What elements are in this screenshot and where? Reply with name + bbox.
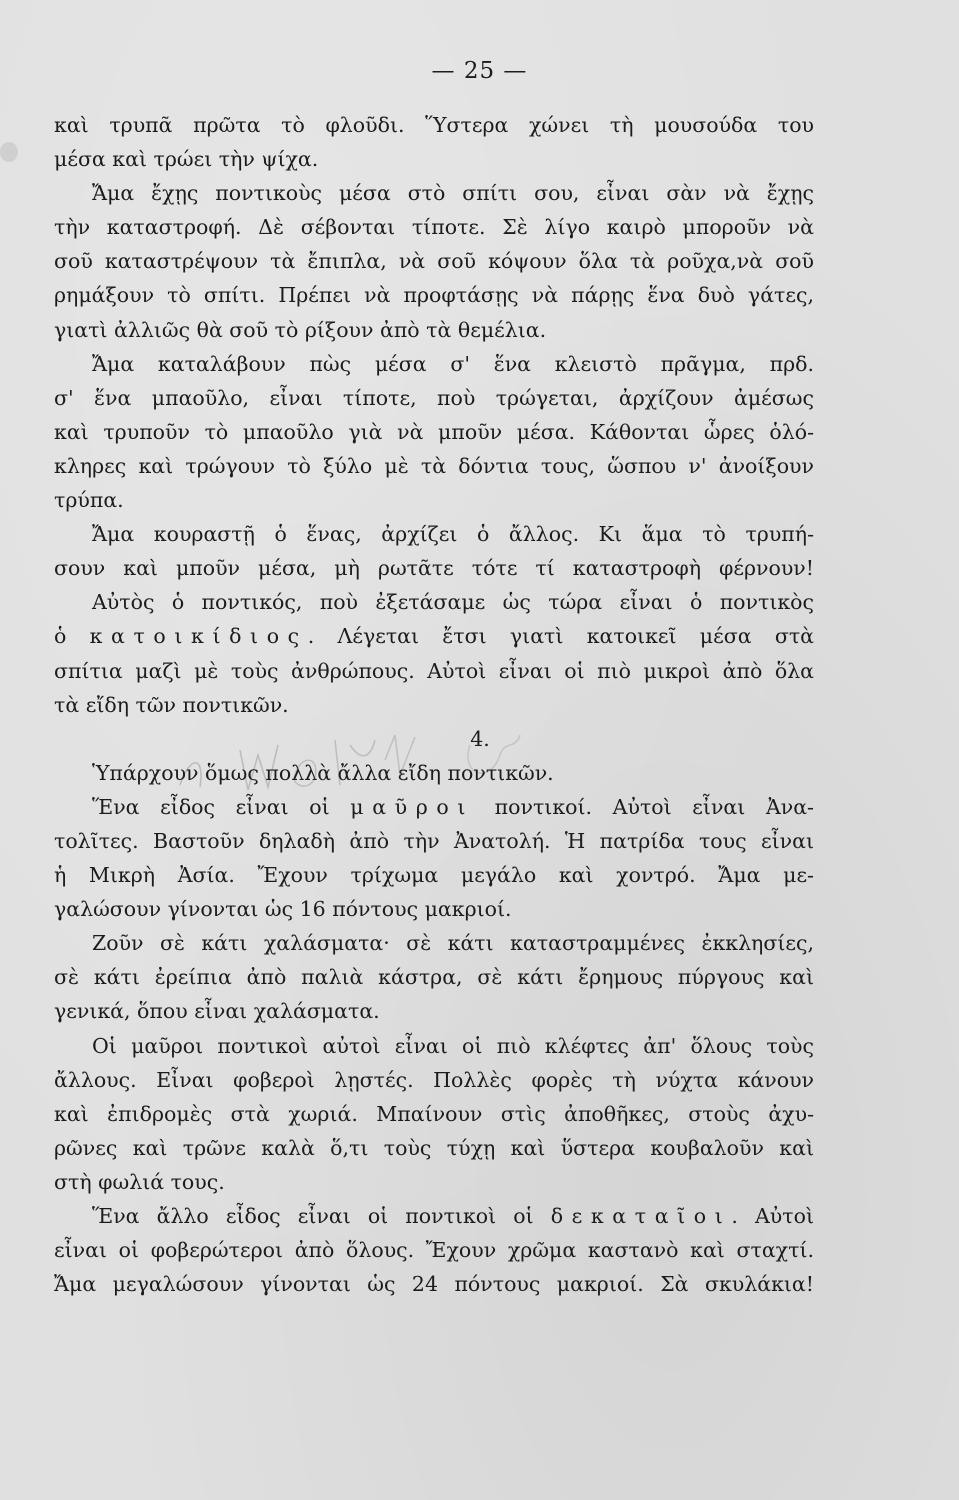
text-line: γενικά, ὅπου εἶναι χαλάσματα. — [54, 999, 380, 1024]
text-line: Ἄμα μεγαλώσουν γίνονται ὡς 24 πόντους μακριοί. Σὰ σκυλάκια! — [54, 1272, 814, 1297]
body-text — [54, 108, 814, 1301]
text-line: καὶ τρυπᾶ πρῶτα τὸ φλοῦδι. Ὕστερα χώνει τὴ μουσούδα του — [54, 113, 814, 137]
text-line: καὶ τρυποῦν τὸ μπαοῦλο γιὰ νὰ μποῦν μέσα. Κάθονται ὧρες ὁλό- — [54, 419, 814, 444]
text-line: Ἄμα καταλάβουν πὼς μέσα σ' ἕνα κλειστὸ πρᾶγμα, πρδ. — [92, 351, 814, 376]
text-line: γιατὶ ἀλλιῶς θὰ σοῦ τὸ ρίξουν ἀπὸ τὰ θεμέλια. — [54, 317, 547, 342]
text-line: Ζοῦν σὲ κάτι χαλάσματα· σὲ κάτι καταστραμμένες ἐκκλησίες, — [92, 931, 814, 956]
text-line: κληρες καὶ τρώγουν τὸ ξύλο μὲ τὰ δόντια τους, ὥσπου ν' ἀνοίξουν — [54, 453, 814, 478]
text-line: ἡ Μικρὴ Ἀσία. Ἔχουν τρίχωμα μεγάλο καὶ χοντρό. Ἄμα με- — [54, 863, 814, 888]
text-line: τὴν καταστροφή. Δὲ σέβονται τίποτε. Σὲ λίγο καιρὸ μποροῦν νὰ — [54, 215, 814, 240]
text-line: ἄλλους. Εἶναι φοβεροὶ λῃστές. Πολλὲς φορὲς τὴ νύχτα κάνουν — [54, 1067, 814, 1092]
text-line: σπίτια μαζὶ μὲ τοὺς ἀνθρώπους. Αὐτοὶ εἶναι οἱ πιὸ μικροὶ ἀπὸ ὅλα — [54, 658, 814, 683]
text-line: τολῖτες. Βαστοῦν δηλαδὴ ἀπὸ τὴν Ἀνατολή. Ἡ πατρίδα τους εἶναι — [54, 828, 814, 853]
emphasized-term: μαῦροι — [350, 794, 475, 819]
text-line: σοῦ καταστρέψουν τὰ ἔπιπλα, νὰ σοῦ κόψουν ὅλα τὰ ροῦχα,νὰ σοῦ — [54, 249, 814, 274]
text-line: Αὐτὸς ὁ ποντικός, ποὺ ἐξετάσαμε ὡς τώρα εἶναι ὁ ποντικὸς — [92, 590, 814, 615]
text-line: Ἕνα ἄλλο εἶδος εἶναι οἱ ποντικοὶ οἱ δεκαταῖοι. Αὐτοὶ — [92, 1204, 814, 1228]
text-line: ρημάξουν τὸ σπίτι. Πρέπει νὰ προφτάσῃς νὰ πάρῃς ἕνα δυὸ γάτες, — [54, 283, 814, 308]
text-line: μέσα καὶ τρώει τὴν ψίχα. — [54, 147, 319, 172]
text-line: εἶναι οἱ φοβερώτεροι ἀπὸ ὅλους. Ἔχουν χρῶμα καστανὸ καὶ σταχτί. — [54, 1238, 814, 1263]
text-line: σὲ κάτι ἐρείπια ἀπὸ παλιὰ κάστρα, σὲ κάτι ἔρημους πύργους καὶ — [54, 965, 814, 990]
text-line: σουν καὶ μποῦν μέσα, μὴ ρωτᾶτε τότε τί καταστροφὴ φέρνουν! — [54, 556, 814, 581]
emphasized-term: δεκαταῖοι — [550, 1204, 732, 1228]
page-number: — 25 — — [431, 58, 528, 84]
text-line: τὰ εἴδη τῶν ποντικῶν. — [54, 692, 289, 717]
text-line: Οἱ μαῦροι ποντικοὶ αὐτοὶ εἶναι οἱ πιὸ κλέφτες ἀπ' ὅλους τοὺς — [92, 1033, 814, 1058]
text-line: ὁ κατοικίδιος. Λέγεται ἔτσι γιατὶ κατοικεῖ μέσα στὰ — [54, 624, 815, 649]
text-line: γαλώσουν γίνονται ὡς 16 πόντους μακριοί. — [54, 897, 512, 922]
ink-blot — [0, 142, 18, 162]
text-line: Ἕνα εἶδος εἶναι οἱ μαῦροι ποντικοί. Αὐτοὶ εἶναι Ἀνα- — [92, 794, 814, 819]
text-line: Ἄμα κουραστῇ ὁ ἕνας, ἀρχίζει ὁ ἄλλος. Κι ἅμα τὸ τρυπή- — [92, 522, 814, 547]
text-line: σ' ἕνα μπαοῦλο, εἶναι τίποτε, ποὺ τρώγεται, ἀρχίζουν ἀμέσως — [54, 385, 814, 410]
text-line: Ὑπάρχουν ὅμως πολλὰ ἄλλα εἴδη ποντικῶν. — [92, 760, 554, 785]
text-line: στὴ φωλιά τους. — [54, 1169, 225, 1194]
emphasized-term: κατοικίδιος — [89, 624, 308, 649]
text-line: Ἄμα ἔχῃς ποντικοὺς μέσα στὸ σπίτι σου, εἶναι σὰν νὰ ἔχῃς — [92, 181, 814, 206]
text-line: ρῶνες καὶ τρῶνε καλὰ ὅ,τι τοὺς τύχῃ καὶ ὕστερα κουβαλοῦν καὶ — [54, 1135, 814, 1160]
text-line: τρύπα. — [54, 488, 124, 513]
text-line: καὶ ἐπιδρομὲς στὰ χωριά. Μπαίνουν στὶς ἀποθῆκες, στοὺς ἀχυ- — [54, 1101, 814, 1126]
section-number: 4. — [470, 726, 490, 751]
paragraph-group-1 — [54, 108, 814, 722]
paragraph-group-2 — [54, 756, 814, 1302]
